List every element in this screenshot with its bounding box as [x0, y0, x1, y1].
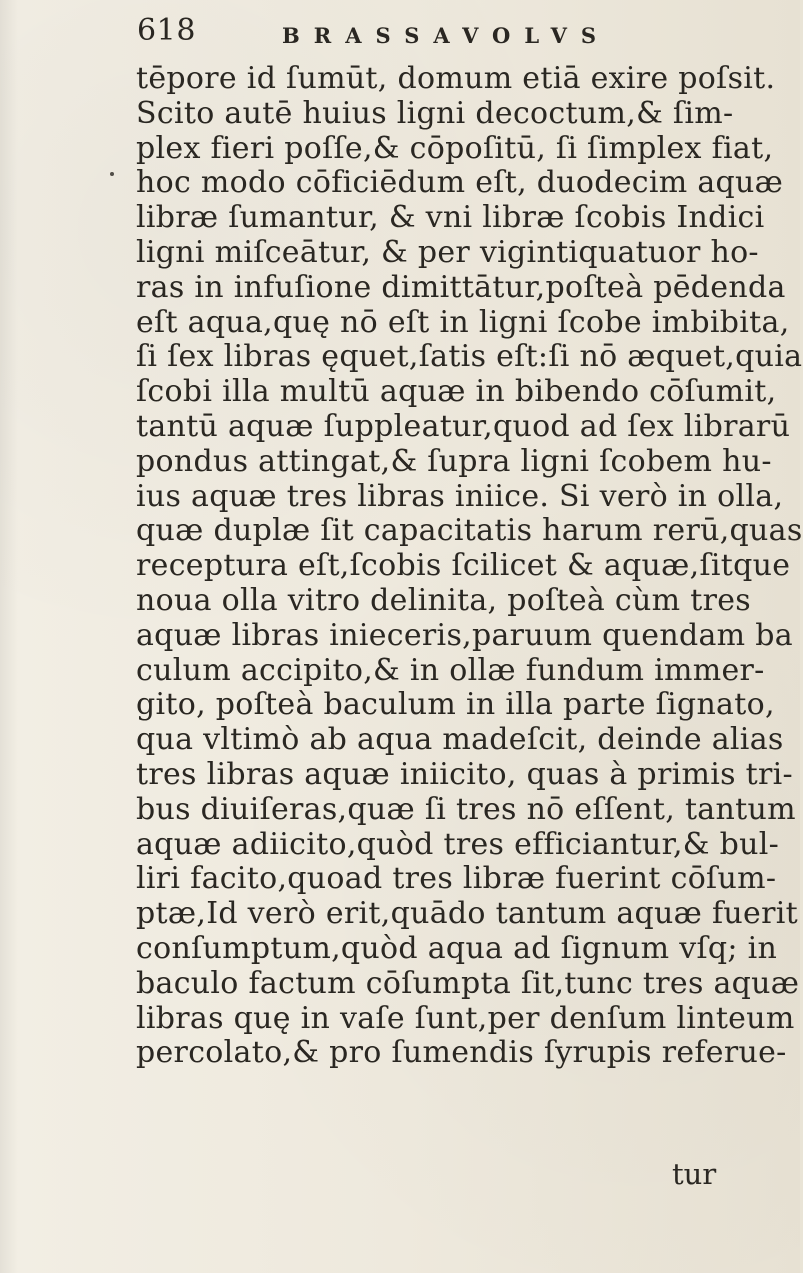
text-line: quæ duplæ ſit capacitatis harum rerū,quas	[136, 513, 803, 549]
text-line: ptæ,Id verò erit,quādo tantum aquæ fuerit	[136, 896, 798, 932]
text-line: libræ ſumantur, & vni libræ ſcobis Indici	[136, 200, 765, 236]
text-line: qua vltimò ab aqua madeſcit, deinde alias	[136, 722, 784, 758]
margin-dot-mark	[110, 172, 114, 176]
text-line: bus diuiſeras,quæ ſi tres nō eſſent, tantum	[136, 791, 796, 827]
text-line: ius aquæ tres libras iniice. Si verò in olla,	[136, 478, 784, 514]
text-line: tres libras aquæ iniicito, quas à primis tri-	[136, 756, 793, 792]
text-line: ſi ſex libras ęquet,ſatis eſt:ſi nō æquet,quia	[136, 339, 803, 375]
page-header	[0, 0, 800, 60]
text-line: eſt aqua,quę nō eſt in ligni ſcobe imbibita,	[136, 304, 790, 340]
text-line: conſumptum,quòd aqua ad ſignum vſq; in	[136, 930, 778, 966]
text-line: plex fieri poſſe,& cōpoſitū, ſi ſimplex fiat,	[136, 130, 774, 166]
main-text-block	[136, 61, 803, 1071]
catchword: tur	[672, 1157, 717, 1191]
text-line: gito, poſteà baculum in illa parte ſignato,	[136, 687, 775, 723]
text-line: aquæ adiicito,quòd tres efficiantur,& bul-	[136, 826, 780, 862]
text-line: tēpore id ſumūt, domum etiā exire poſsit.	[136, 61, 776, 96]
text-line: libras quę in vaſe ſunt,per denſum linteum	[136, 1000, 795, 1036]
page-number: 618	[137, 13, 197, 48]
text-line: ras in infuſione dimittātur,poſteà pēdenda	[136, 269, 786, 305]
text-line: culum accipito,& in ollæ fundum immer-	[136, 652, 765, 688]
text-line: hoc modo cōficiēdum eſt, duodecim aquæ	[136, 165, 784, 201]
text-line: ſcobi illa multū aquæ in bibendo cōſumit,	[136, 374, 777, 410]
page-gutter-shadow	[0, 0, 18, 1273]
text-line: aquæ libras inieceris,paruum quendam ba	[136, 617, 793, 653]
text-line: baculo factum cōſumpta ſit,tunc tres aquæ	[136, 965, 800, 1001]
text-line: Scito autē huius ligni decoctum,& ſim-	[136, 95, 734, 131]
text-line: ligni miſceātur, & per vigintiquatuor ho-	[136, 234, 759, 270]
running-head: BRASSAVOLVS	[282, 23, 611, 48]
text-line: noua olla vitro delinita, poſteà cùm tres	[136, 582, 751, 618]
text-line: tantū aquæ ſuppleatur,quod ad ſex librarū	[136, 408, 791, 444]
text-line: pondus attingat,& ſupra ligni ſcobem hu-	[136, 443, 772, 479]
text-line: liri facito,quoad tres libræ fuerint cōſum-	[136, 861, 777, 897]
text-line: receptura eſt,ſcobis ſcilicet & aquæ,ſitque	[136, 548, 791, 584]
text-line: percolato,& pro ſumendis ſyrupis referue-	[136, 1035, 787, 1071]
